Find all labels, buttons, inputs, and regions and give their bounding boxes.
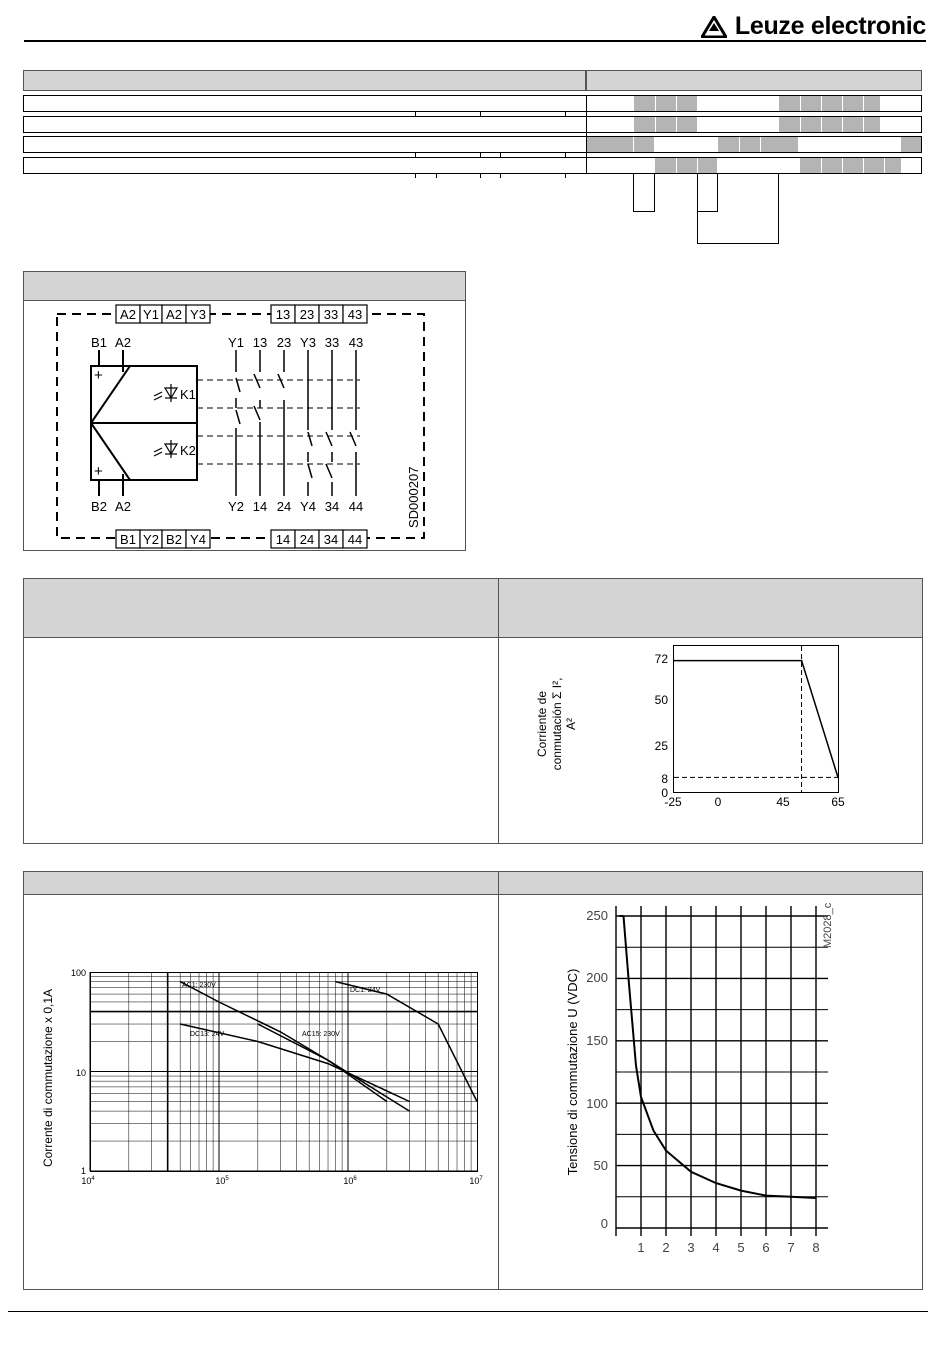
arc-series-line [624, 916, 817, 1198]
pin-label-a2-bottom: A2 [115, 499, 131, 514]
arc-ytick-50: 50 [593, 1158, 608, 1173]
derating-ytick-0: 0 [661, 786, 668, 800]
pin-label-33: 33 [324, 335, 340, 350]
terminal-top-33: 33 [323, 307, 339, 322]
pin-label-23: 23 [276, 335, 292, 350]
terminal-bottom-24: 24 [299, 532, 315, 547]
pin-label-a2-top: A2 [115, 335, 131, 350]
terminal-top-a2: A2 [120, 307, 136, 322]
derating-ytick-25: 25 [654, 739, 668, 753]
life-ytick-100: 100 [70, 968, 86, 978]
derating-xtick-0: 0 [714, 795, 722, 809]
arc-xtick-4: 4 [712, 1240, 720, 1255]
pin-label-43: 43 [348, 335, 364, 350]
pin-label-b1: B1 [91, 335, 107, 350]
pin-label-34: 34 [324, 499, 340, 514]
derating-xtick-minus25: -25 [664, 795, 682, 809]
life-xtick-1e4: $10^4$ [81, 1176, 95, 1186]
terminal-top-23: 23 [299, 307, 315, 322]
drawing-code: SD000207 [406, 466, 421, 528]
life-ytick-1: 1 [80, 1166, 86, 1176]
terminal-bottom-b2: B2 [166, 532, 182, 547]
life-label-dc13: DC13: 24V [190, 1031, 225, 1038]
arc-xtick-5: 5 [737, 1240, 745, 1255]
arc-xtick-6: 6 [762, 1240, 770, 1255]
derating-ylabel-2: conmutación Σ I², [550, 677, 564, 771]
arc-ytick-150: 150 [586, 1033, 608, 1048]
terminal-bottom-34: 34 [323, 532, 339, 547]
arc-ytick-250: 250 [586, 908, 608, 923]
polarity-plus-top: + [94, 367, 103, 384]
pin-label-y1: Y1 [228, 335, 244, 350]
life-xtick-1e6: $10^6$ [343, 1176, 357, 1186]
life-ytick-10: 10 [75, 1068, 86, 1078]
terminal-top-13: 13 [275, 307, 291, 322]
pin-label-13: 13 [252, 335, 268, 350]
footer-rule [8, 1311, 928, 1312]
derating-ytick-8: 8 [661, 772, 668, 786]
arc-ytick-0: 0 [600, 1216, 608, 1231]
derating-xtick-65: 65 [831, 795, 845, 809]
arc-ytick-200: 200 [586, 970, 608, 985]
polarity-plus-bottom: + [94, 463, 103, 480]
terminal-bottom-b1: B1 [120, 532, 136, 547]
pin-label-b2: B2 [91, 499, 107, 514]
pin-label-44: 44 [348, 499, 364, 514]
life-label-dc1: DC1: 24V [350, 987, 381, 994]
terminal-top-y3: Y3 [190, 307, 206, 322]
derating-ylabel-3: A² [564, 718, 578, 730]
life-xtick-1e5: $10^5$ [215, 1176, 229, 1186]
relay-label-k2: K2 [180, 443, 196, 458]
pin-label-14: 14 [252, 499, 268, 514]
arc-xtick-1: 1 [637, 1240, 645, 1255]
arc-xtick-8: 8 [812, 1240, 820, 1255]
terminal-bottom-44: 44 [347, 532, 363, 547]
arc-xtick-3: 3 [687, 1240, 695, 1255]
life-ylabel: Corrente di commutazione x 0,1A [41, 988, 55, 1168]
arc-chart-code: M2028_c [822, 902, 834, 948]
terminal-bottom-y4: Y4 [190, 532, 206, 547]
life-label-ac15: AC15: 230V [302, 1031, 340, 1038]
pin-label-24: 24 [276, 499, 292, 514]
brand-name: Leuze electronic [734, 12, 926, 40]
arc-xtick-7: 7 [787, 1240, 795, 1255]
arc-ylabel: Tensione di commutazione U (VDC) [565, 968, 580, 1176]
life-label-ac1: AC1: 230V [182, 982, 216, 989]
terminal-bottom-y2: Y2 [143, 532, 159, 547]
pin-label-y3: Y3 [300, 335, 316, 350]
pin-label-y4: Y4 [300, 499, 316, 514]
pin-label-y2: Y2 [228, 499, 244, 514]
terminal-top-y1: Y1 [143, 307, 159, 322]
relay-label-k1: K1 [180, 387, 196, 402]
terminal-top-a2b: A2 [166, 307, 182, 322]
arc-ytick-100: 100 [586, 1096, 608, 1111]
derating-ytick-50: 50 [654, 693, 668, 707]
derating-xtick-45: 45 [776, 795, 790, 809]
derating-ylabel-1: Corriente de [535, 690, 549, 758]
terminal-bottom-14: 14 [275, 532, 291, 547]
terminal-top-43: 43 [347, 307, 363, 322]
derating-ytick-72: 72 [654, 652, 668, 666]
life-xtick-1e7: $10^7$ [469, 1176, 483, 1186]
arc-xtick-2: 2 [662, 1240, 670, 1255]
